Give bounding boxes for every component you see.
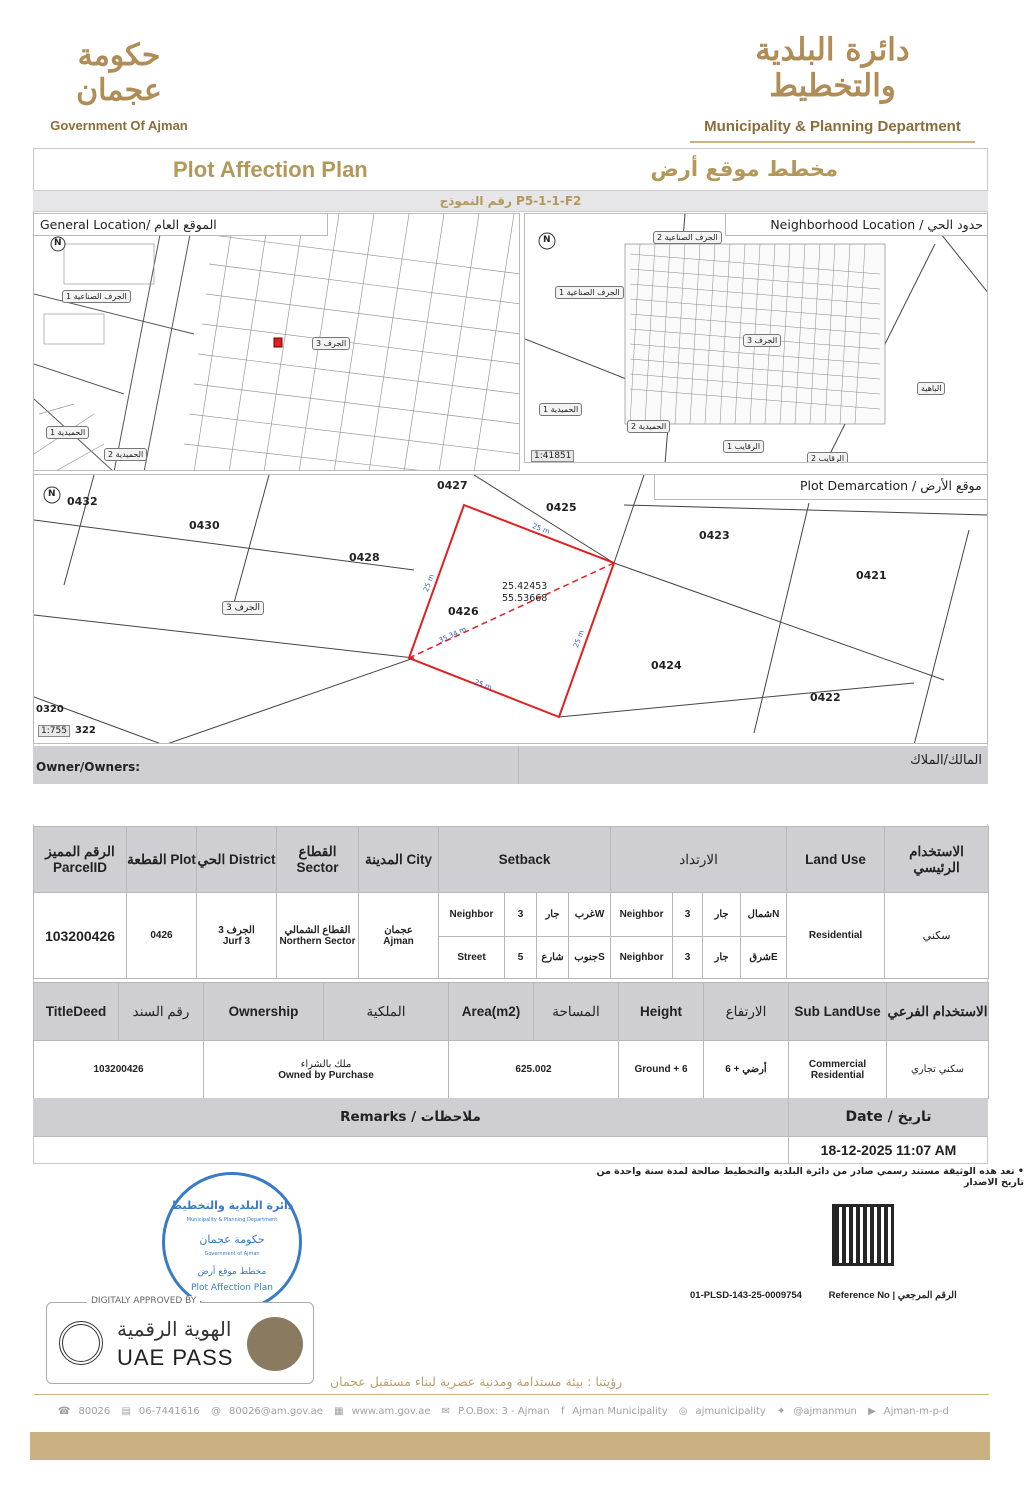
footer-divider	[34, 1394, 989, 1395]
neighborhood-location-label: Neighborhood Location / حدود الحي	[725, 213, 988, 236]
ownership-header-arabic: الملكية	[324, 983, 449, 1041]
instagram-icon: ◎	[678, 1406, 688, 1417]
contact-youtube[interactable]: Ajman-m-p-d	[883, 1406, 949, 1417]
plot-number: 0424	[651, 659, 682, 672]
map-tag: الجرف 3	[222, 601, 264, 615]
map-tag: الباهية	[917, 382, 945, 395]
dimension-top: 25 m	[531, 522, 551, 536]
fax-icon: ▤	[121, 1406, 131, 1417]
subject-plot-number: 0426	[448, 605, 479, 618]
plot-demarcation-map[interactable]	[33, 474, 988, 744]
map-tag: الحميدية 1	[46, 426, 89, 439]
validity-note-text: تعد هذه الوثيقة مستند رسمي صادر من دائرة البلدية والتخطيط صالحة لمدة سنة واحدة من تاريخ الاصدار	[596, 1166, 1024, 1188]
department-logo	[690, 32, 975, 135]
general-location-street-grid	[34, 214, 520, 471]
reference-row: 01-PLSD-143-25-0009754 Reference No | الرقم المرجعي	[690, 1290, 957, 1301]
sector-value	[277, 893, 359, 979]
stamp-line-3: حكومة عجمان	[199, 1233, 265, 1246]
setback-header-arabic: الارتداد	[611, 827, 787, 893]
owners-label-arabic: المالك/الملاك	[910, 753, 982, 768]
mail-icon: ✉	[441, 1406, 451, 1417]
owners-label-english: Owner/Owners:	[36, 760, 141, 774]
plot-number: 0422	[810, 691, 841, 704]
city-value-english: Ajman	[383, 935, 414, 947]
dimension-left: 25 m	[422, 573, 436, 593]
height-header-english: Height	[619, 983, 704, 1041]
map-tag: الحميدية 2	[104, 448, 147, 461]
government-logo-english: Government Of Ajman	[50, 118, 188, 133]
neighborhood-location-map[interactable]	[524, 213, 988, 463]
contact-phone[interactable]: 80026	[78, 1406, 111, 1417]
contact-email[interactable]: 80026@am.gov.ae	[228, 1406, 323, 1417]
stamp-line-5: مخطط موقع أرض	[197, 1267, 267, 1277]
plot-number: 0427	[437, 479, 468, 492]
setback-east-type-arabic: جار	[703, 937, 741, 979]
north-arrow-icon: N	[54, 238, 62, 248]
web-icon: ▦	[334, 1406, 344, 1417]
fingerprint-icon	[59, 1321, 103, 1365]
plot-number: 0421	[856, 569, 887, 582]
setback-north-value: 3	[673, 893, 703, 937]
map-tag: الجرف 3	[312, 337, 350, 350]
government-logo	[44, 38, 194, 133]
plot-header: القطعة Plot	[127, 827, 197, 893]
plot-demarcation-label: Plot Demarcation / موقع الأرض	[654, 474, 988, 500]
setback-south-type: Street	[439, 937, 505, 979]
map-tag: الجرف الصناعية 1	[555, 286, 624, 299]
land-use-header-english: Land Use	[787, 827, 885, 893]
subject-plot-marker	[274, 338, 282, 347]
map-tag: الجرف الصناعية 2	[653, 231, 722, 244]
owners-bar	[33, 746, 988, 784]
plot-coordinate-lat: 25.42453	[502, 581, 548, 592]
uae-pass-arabic: الهوية الرقمية	[117, 1317, 232, 1341]
ownership-value-english: Owned by Purchase	[278, 1069, 374, 1081]
north-arrow-icon: N	[543, 235, 551, 245]
sector-value-arabic: القطاع الشمالي	[284, 924, 351, 936]
dimension-bottom: 25 m	[473, 678, 493, 692]
contact-po: P.O.Box: 3 - Ajman	[458, 1406, 550, 1417]
remarks-label: Remarks / ملاحظات	[340, 1109, 481, 1125]
map-tag: الرقايب 1	[723, 440, 764, 453]
department-logo-arabic: دائرة البلدية والتخطيط	[755, 32, 910, 104]
setback-west-direction: غربW	[569, 893, 611, 937]
stamp-line-1: دائرة البلدية والتخطيط	[170, 1199, 294, 1212]
contact-twitter[interactable]: @ajmanmun	[793, 1406, 857, 1417]
title-deed-header-arabic: رقم السند	[119, 983, 204, 1041]
height-header-arabic: الارتفاع	[704, 983, 789, 1041]
header-divider	[690, 141, 975, 143]
page-title-english: Plot Affection Plan	[173, 157, 368, 182]
plot-number: 0430	[189, 519, 220, 532]
general-location-label: General Location/ الموقع العام	[33, 213, 328, 236]
area-header-english: Area(m2)	[449, 983, 534, 1041]
map-tag: الحميدية 1	[539, 403, 582, 416]
remarks-bar	[33, 1098, 988, 1136]
contact-instagram[interactable]: ajmunicipality	[695, 1406, 766, 1417]
vision-statement: رؤيتنا : بيئة مستدامة ومدنية عصرية لبناء مستقبل عجمان	[330, 1374, 623, 1389]
plot-number: 0423	[699, 529, 730, 542]
parcel-id-header: الرقم المميز ParcelID	[34, 827, 127, 893]
email-icon: @	[210, 1406, 221, 1417]
sector-header: القطاع Sector	[277, 827, 359, 893]
parcel-id-value: 103200426	[34, 893, 127, 979]
uae-pass-badge	[46, 1296, 314, 1384]
sub-land-use-value-english: Commercial Residential	[789, 1041, 887, 1099]
date-value: 18-12-2025 11:07 AM	[820, 1142, 957, 1158]
dimension-diagonal: 35.34 m	[437, 625, 468, 645]
setback-north-type: Neighbor	[611, 893, 673, 937]
sub-land-use-header-arabic: الاستخدام الفرعي	[887, 983, 989, 1041]
youtube-icon: ▶	[868, 1406, 876, 1417]
district-value-english: Jurf 3	[222, 935, 251, 947]
contact-bar	[58, 1406, 957, 1417]
reference-value: 01-PLSD-143-25-0009754	[690, 1290, 802, 1301]
contact-facebook[interactable]: Ajman Municipality	[572, 1406, 668, 1417]
setback-west-type-arabic: جار	[537, 893, 569, 937]
setback-west-value: 3	[505, 893, 537, 937]
setback-north-type-arabic: جار	[703, 893, 741, 937]
stamp-line-6: Plot Affection Plan	[191, 1283, 273, 1293]
city-header: المدينة City	[359, 827, 439, 893]
setback-south-direction: جنوبS	[569, 937, 611, 979]
land-use-header-arabic: الاستخدام الرئيسي	[885, 827, 989, 893]
general-location-map[interactable]	[33, 213, 520, 471]
sub-land-use-header-english: Sub LandUse	[789, 983, 887, 1041]
north-arrow-icon: N	[48, 489, 56, 499]
date-row	[33, 1136, 988, 1164]
government-logo-arabic: حكومة عجمان	[76, 38, 162, 108]
date-label: Date / تاريخ	[845, 1109, 932, 1125]
owners-value-area	[33, 784, 988, 824]
qr-code[interactable]	[832, 1204, 894, 1266]
district-value-arabic: الجرف 3	[218, 924, 255, 936]
department-logo-english: Municipality & Planning Department	[704, 118, 961, 135]
map-tag: الحميدية 2	[627, 420, 670, 433]
title-row	[33, 149, 988, 189]
title-deed-table	[33, 982, 989, 1099]
plot-value: 0426	[127, 893, 197, 979]
uae-pass-caption: DIGITALY APPROVED BY	[87, 1296, 200, 1306]
plot-number: 322	[75, 725, 96, 736]
setback-south-value: 5	[505, 937, 537, 979]
title-deed-value: 103200426	[34, 1041, 204, 1099]
reference-label-arabic: الرقم المرجعي	[897, 1290, 957, 1301]
plot-number: 0425	[546, 501, 577, 514]
form-number: رقم النموذج P5-1-1-F2	[33, 190, 988, 212]
demarcation-scale: 1:755	[38, 725, 70, 737]
contact-fax[interactable]: 06-7441616	[138, 1406, 200, 1417]
setback-north-direction: شمالN	[741, 893, 787, 937]
phone-icon: ☎	[58, 1406, 71, 1417]
setback-east-direction: شرقE	[741, 937, 787, 979]
ownership-header-english: Ownership	[204, 983, 324, 1041]
reference-label-english: Reference No	[828, 1290, 890, 1301]
area-value: 625.002	[449, 1041, 619, 1099]
setback-south-type-arabic: شارع	[537, 937, 569, 979]
twitter-icon: ✦	[776, 1406, 786, 1417]
ownership-value	[204, 1041, 449, 1099]
uae-pass-english: UAE PASS	[117, 1345, 234, 1370]
sub-land-use-value-arabic: سكني تجاري	[887, 1041, 989, 1099]
sector-value-english: Northern Sector	[279, 935, 356, 947]
plot-number: 0320	[36, 704, 64, 715]
height-value-arabic: أرضي + 6	[704, 1041, 789, 1099]
stamp-line-4: Government of Ajman	[204, 1251, 260, 1257]
setback-header-english: Setback	[439, 827, 611, 893]
stamp-line-2: Municipality & Planning Department	[186, 1217, 278, 1223]
plot-number: 0428	[349, 551, 380, 564]
district-header: الحي District	[197, 827, 277, 893]
page-title-arabic: مخطط موقع أرض	[650, 157, 838, 181]
city-value	[359, 893, 439, 979]
department-seal-icon	[247, 1317, 303, 1371]
dimension-right: 25 m	[572, 629, 586, 649]
height-value-english: Ground + 6	[619, 1041, 704, 1099]
facebook-icon: f	[560, 1406, 565, 1417]
contact-web[interactable]: www.am.gov.ae	[351, 1406, 431, 1417]
map-tag: الجرف 3	[743, 334, 781, 347]
city-value-arabic: عجمان	[384, 924, 413, 936]
area-header-arabic: المساحة	[534, 983, 619, 1041]
validity-note: • تعد هذه الوثيقة مستند رسمي صادر من دائرة البلدية والتخطيط صالحة لمدة سنة واحدة من تاريخ الاصدار	[596, 1166, 1024, 1188]
footer-ornament-band	[30, 1432, 990, 1460]
official-stamp	[162, 1172, 302, 1312]
setback-east-type: Neighbor	[611, 937, 673, 979]
title-deed-header-english: TitleDeed	[34, 983, 119, 1041]
plot-demarcation-drawing	[34, 475, 988, 744]
parcel-info-table	[33, 826, 989, 979]
ownership-value-arabic: ملك بالشراء	[300, 1058, 352, 1070]
map-tag: الرقايب 2	[807, 452, 848, 463]
plot-coordinate-lon: 55.53668	[502, 593, 548, 604]
setback-west-type: Neighbor	[439, 893, 505, 937]
district-value	[197, 893, 277, 979]
land-use-value-arabic: سكني	[885, 893, 989, 979]
land-use-value-english: Residential	[787, 893, 885, 979]
neighborhood-scale: 1:41851	[531, 450, 574, 462]
plot-number: 0432	[67, 495, 98, 508]
map-tag: الجرف الصناعية 1	[62, 290, 131, 303]
setback-east-value: 3	[673, 937, 703, 979]
